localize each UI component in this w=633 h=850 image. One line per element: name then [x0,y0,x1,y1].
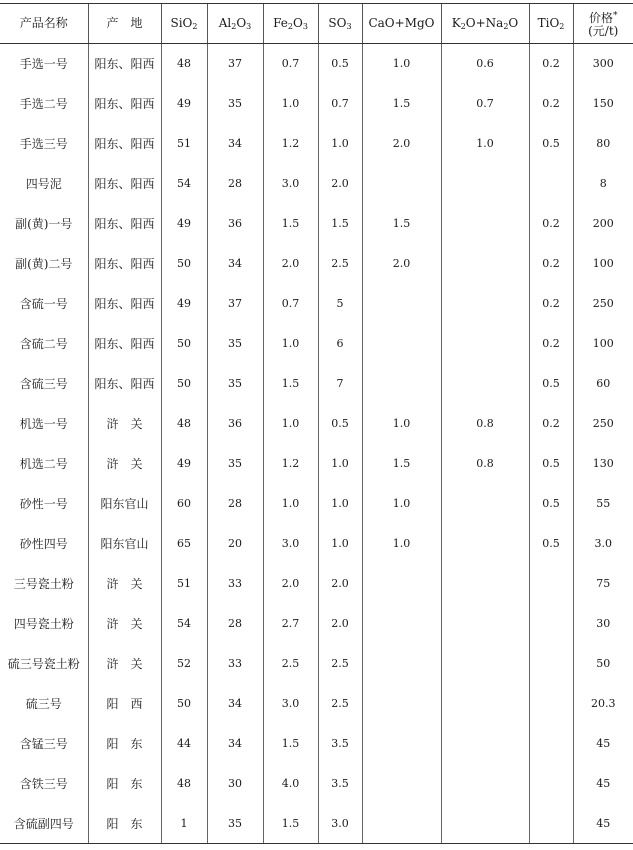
cell-fe2o3: 1.5 [263,804,318,844]
cell-fe2o3: 2.0 [263,244,318,284]
header-price-line1: 价格 [588,10,613,25]
header-k2o-na2o [441,4,529,44]
cell-origin: 阳东、阳西 [88,364,161,404]
header-price-mark: * [613,10,618,21]
cell-tio2: 0.2 [529,404,573,444]
header-price-line2: (元/t) [588,23,619,38]
table-row [0,724,633,764]
table-row [0,124,633,164]
cell-origin: 浒 关 [88,564,161,604]
cell-price: 45 [573,764,633,804]
cell-origin: 浒 关 [88,444,161,484]
cell-origin: 阳东、阳西 [88,164,161,204]
cell-price: 100 [573,324,633,364]
cell-al2o3: 34 [207,124,263,164]
cell-fe2o3: 4.0 [263,764,318,804]
cell-k2o-na2o [441,644,529,684]
cell-al2o3: 30 [207,764,263,804]
cell-so3: 2.5 [318,644,362,684]
cell-product-name: 手选一号 [19,57,68,72]
cell-origin: 阳东、阳西 [88,244,161,284]
cell-cao-mgo [362,684,441,724]
cell-cao-mgo: 1.0 [362,524,441,564]
cell-al2o3: 28 [207,484,263,524]
cell-sio2: 50 [161,364,207,404]
cell-k2o-na2o: 0.8 [441,404,529,444]
cell-tio2: 0.2 [529,284,573,324]
cell-sio2: 49 [161,284,207,324]
cell-al2o3: 28 [207,604,263,644]
cell-product-name: 机选一号 [19,417,68,431]
cell-product-name: 机选二号 [19,457,68,471]
table-row [0,244,633,284]
cell-cao-mgo [362,764,441,804]
cell-k2o-na2o [441,324,529,364]
cell-price: 55 [573,484,633,524]
header-k2o-s2: 2 [503,22,509,31]
cell-product-name: 含硫一号 [19,297,68,311]
cell-cao-mgo [362,364,441,404]
cell-price: 150 [573,84,633,124]
cell-cao-mgo: 2.0 [362,244,441,284]
cell-sio2: 51 [161,564,207,604]
cell-origin: 阳 东 [88,764,161,804]
header-fe2o3-s1: 2 [287,22,293,31]
cell-k2o-na2o: 0.8 [441,444,529,484]
cell-origin: 阳 西 [88,684,161,724]
cell-al2o3: 20 [207,524,263,564]
cell-tio2 [529,164,573,204]
cell-so3: 3.0 [318,804,362,844]
cell-sio2: 54 [161,164,207,204]
cell-tio2: 0.2 [529,44,573,84]
cell-sio2: 60 [161,484,207,524]
cell-cao-mgo: 1.0 [362,404,441,444]
cell-sio2: 48 [161,404,207,444]
cell-so3: 3.5 [318,724,362,764]
cell-sio2: 54 [161,604,207,644]
cell-product-name: 含锰三号 [19,737,68,751]
cell-k2o-na2o: 0.6 [441,44,529,84]
cell-product-name: 含铁三号 [19,777,68,791]
cell-al2o3: 35 [207,84,263,124]
cell-sio2: 49 [161,84,207,124]
cell-tio2 [529,564,573,604]
cell-so3: 1.0 [318,524,362,564]
cell-price: 80 [573,124,633,164]
cell-cao-mgo [362,164,441,204]
cell-cao-mgo [362,644,441,684]
cell-so3: 0.7 [318,84,362,124]
cell-price: 60 [573,364,633,404]
table-row [0,484,633,524]
cell-tio2: 0.5 [529,484,573,524]
header-al2o3-s2: 3 [246,22,252,31]
cell-k2o-na2o [441,524,529,564]
cell-product-name: 砂性一号 [19,497,68,511]
cell-tio2: 0.5 [529,364,573,404]
cell-al2o3: 33 [207,564,263,604]
table-row [0,444,633,484]
cell-price: 45 [573,804,633,844]
cell-k2o-na2o [441,684,529,724]
cell-product-name: 含硫三号 [19,377,68,391]
header-so3-main: SO [328,16,347,30]
cell-fe2o3: 2.7 [263,604,318,644]
cell-k2o-na2o [441,764,529,804]
header-tio2-main: TiO [537,16,560,30]
cell-product-name: 硫三号瓷土粉 [7,657,80,671]
cell-origin: 阳东、阳西 [88,124,161,164]
cell-product-name: 砂性四号 [19,537,68,551]
cell-fe2o3: 3.0 [263,524,318,564]
cell-al2o3: 35 [207,364,263,404]
table-row [0,204,633,244]
cell-fe2o3: 0.7 [263,284,318,324]
cell-al2o3: 35 [207,444,263,484]
cell-sio2: 52 [161,644,207,684]
cell-product-name: 四号泥 [25,177,62,191]
cell-fe2o3: 3.0 [263,684,318,724]
cell-al2o3: 34 [207,724,263,764]
header-fe2o3 [263,4,318,44]
cell-price: 300 [573,44,633,84]
header-al2o3-s1: 2 [231,22,237,31]
cell-k2o-na2o [441,164,529,204]
cell-product-name: 硫三号 [25,697,62,711]
cell-fe2o3: 2.5 [263,644,318,684]
cell-so3: 2.5 [318,244,362,284]
cell-so3: 0.5 [318,44,362,84]
header-sio2 [161,4,207,44]
cell-origin: 阳 东 [88,724,161,764]
cell-so3: 1.0 [318,484,362,524]
clay-composition-table [0,3,633,844]
cell-al2o3: 34 [207,684,263,724]
cell-fe2o3: 1.0 [263,84,318,124]
cell-tio2 [529,804,573,844]
cell-so3: 6 [318,324,362,364]
table-row [0,44,633,84]
cell-origin: 阳东、阳西 [88,204,161,244]
cell-cao-mgo: 1.0 [362,484,441,524]
header-tio2 [529,4,573,44]
cell-tio2: 0.5 [529,124,573,164]
cell-so3: 3.5 [318,764,362,804]
cell-al2o3: 37 [207,284,263,324]
cell-al2o3: 36 [207,404,263,444]
header-sio2-main: SiO [170,16,193,30]
cell-al2o3: 34 [207,244,263,284]
header-k2o-c: O [508,16,519,30]
header-sio2-sub: 2 [192,22,198,31]
cell-sio2: 1 [161,804,207,844]
cell-fe2o3: 1.5 [263,724,318,764]
cell-k2o-na2o [441,564,529,604]
cell-so3: 0.5 [318,404,362,444]
table-row [0,684,633,724]
cell-origin: 阳东官山 [88,524,161,564]
cell-fe2o3: 1.5 [263,204,318,244]
table-row [0,164,633,204]
cell-so3: 2.0 [318,564,362,604]
cell-price: 8 [573,164,633,204]
cell-tio2 [529,604,573,644]
cell-tio2 [529,764,573,804]
cell-tio2 [529,724,573,764]
cell-price: 250 [573,284,633,324]
cell-cao-mgo: 1.5 [362,444,441,484]
cell-cao-mgo [362,564,441,604]
cell-sio2: 51 [161,124,207,164]
header-fe2o3-b: O [292,16,303,30]
table-row [0,644,633,684]
cell-product-name: 手选三号 [19,137,68,151]
cell-so3: 1.0 [318,124,362,164]
cell-tio2: 0.2 [529,244,573,284]
cell-k2o-na2o [441,484,529,524]
cell-cao-mgo: 1.5 [362,204,441,244]
header-so3 [318,4,362,44]
cell-fe2o3: 1.0 [263,324,318,364]
cell-product-name: 副(黄)二号 [15,257,73,271]
cell-sio2: 50 [161,684,207,724]
header-cao-mgo: CaO+MgO [362,4,441,44]
table-row [0,284,633,324]
cell-sio2: 65 [161,524,207,564]
cell-sio2: 49 [161,204,207,244]
cell-so3: 2.0 [318,164,362,204]
header-al2o3 [207,4,263,44]
header-k2o-a: K [451,16,461,30]
cell-price: 45 [573,724,633,764]
cell-k2o-na2o: 1.0 [441,124,529,164]
header-al2o3-b: O [236,16,247,30]
cell-al2o3: 28 [207,164,263,204]
cell-al2o3: 36 [207,204,263,244]
cell-price: 100 [573,244,633,284]
cell-sio2: 50 [161,244,207,284]
header-tio2-sub: 2 [559,22,565,31]
cell-origin: 浒 关 [88,604,161,644]
header-k2o-b: O+Na [465,16,504,30]
cell-tio2: 0.2 [529,324,573,364]
cell-tio2: 0.2 [529,204,573,244]
cell-price: 20.3 [573,684,633,724]
cell-k2o-na2o [441,204,529,244]
cell-fe2o3: 1.2 [263,444,318,484]
header-product-name: 产品名称 [0,4,88,44]
cell-cao-mgo: 1.5 [362,84,441,124]
cell-al2o3: 35 [207,804,263,844]
cell-sio2: 48 [161,44,207,84]
cell-cao-mgo [362,604,441,644]
table-body [0,44,633,844]
cell-product-name: 副(黄)一号 [15,217,73,231]
cell-price: 75 [573,564,633,604]
header-k2o-s1: 2 [460,22,466,31]
cell-origin: 阳东、阳西 [88,284,161,324]
cell-origin: 阳东、阳西 [88,84,161,124]
cell-origin: 阳东、阳西 [88,44,161,84]
cell-origin: 阳东官山 [88,484,161,524]
cell-k2o-na2o: 0.7 [441,84,529,124]
cell-so3: 2.5 [318,684,362,724]
cell-so3: 2.0 [318,604,362,644]
cell-k2o-na2o [441,804,529,844]
cell-price: 50 [573,644,633,684]
table-row [0,404,633,444]
header-row [0,4,633,44]
table-row [0,764,633,804]
cell-product-name: 含硫二号 [19,337,68,351]
cell-tio2 [529,684,573,724]
cell-cao-mgo: 1.0 [362,44,441,84]
table-row [0,524,633,564]
cell-fe2o3: 1.2 [263,124,318,164]
cell-product-name: 含硫副四号 [0,804,88,844]
cell-so3: 1.0 [318,444,362,484]
table-row [0,564,633,604]
cell-fe2o3: 1.0 [263,484,318,524]
cell-k2o-na2o [441,244,529,284]
header-so3-sub: 3 [346,22,352,31]
table-row [0,364,633,404]
cell-k2o-na2o [441,364,529,404]
cell-so3: 5 [318,284,362,324]
cell-origin: 浒 关 [88,404,161,444]
cell-fe2o3: 1.5 [263,364,318,404]
cell-sio2: 50 [161,324,207,364]
cell-tio2: 0.2 [529,84,573,124]
cell-tio2 [529,644,573,684]
cell-cao-mgo [362,724,441,764]
cell-sio2: 48 [161,764,207,804]
cell-price: 3.0 [573,524,633,564]
cell-price: 30 [573,604,633,644]
header-origin: 产 地 [88,4,161,44]
cell-price: 200 [573,204,633,244]
header-fe2o3-a: Fe [273,16,288,30]
cell-tio2: 0.5 [529,444,573,484]
cell-al2o3: 37 [207,44,263,84]
table-header [0,4,633,44]
header-fe2o3-s2: 3 [302,22,308,31]
table-row [0,84,633,124]
cell-fe2o3: 1.0 [263,404,318,444]
header-al2o3-a: Al [218,16,232,30]
cell-price: 130 [573,444,633,484]
cell-al2o3: 33 [207,644,263,684]
cell-cao-mgo [362,284,441,324]
cell-so3: 7 [318,364,362,404]
cell-cao-mgo [362,324,441,364]
cell-origin: 阳 东 [88,804,161,844]
cell-product-name: 三号瓷土粉 [13,577,74,591]
cell-k2o-na2o [441,724,529,764]
cell-fe2o3: 2.0 [263,564,318,604]
table-row [0,604,633,644]
cell-k2o-na2o [441,284,529,324]
cell-cao-mgo [362,804,441,844]
table-row [0,804,633,844]
cell-k2o-na2o [441,604,529,644]
cell-so3: 1.5 [318,204,362,244]
cell-sio2: 49 [161,444,207,484]
cell-price: 250 [573,404,633,444]
header-price [573,4,633,44]
cell-origin: 阳东、阳西 [88,324,161,364]
cell-product-name: 四号瓷土粉 [13,617,74,631]
cell-fe2o3: 0.7 [263,44,318,84]
cell-origin: 浒 关 [88,644,161,684]
cell-product-name: 手选二号 [19,97,68,111]
cell-al2o3: 35 [207,324,263,364]
cell-tio2: 0.5 [529,524,573,564]
cell-sio2: 44 [161,724,207,764]
table-row [0,324,633,364]
cell-fe2o3: 3.0 [263,164,318,204]
cell-cao-mgo: 2.0 [362,124,441,164]
